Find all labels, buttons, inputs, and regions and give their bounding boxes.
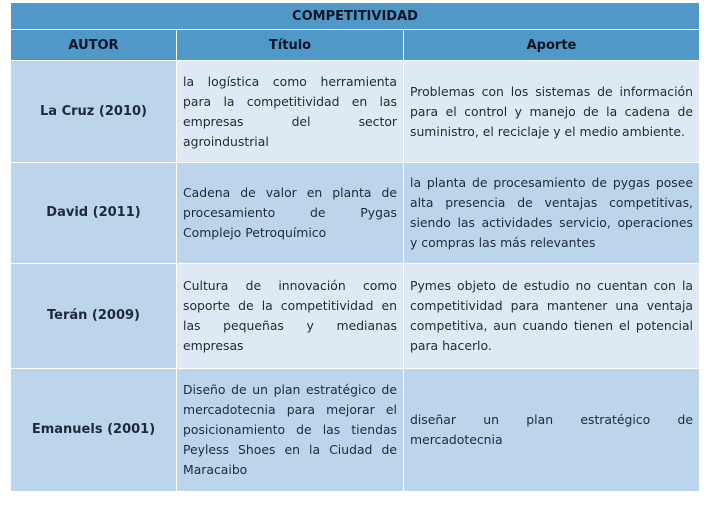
author-cell: La Cruz (2010) xyxy=(11,61,177,163)
titulo-cell: la logística como herramienta para la competitividad en las empresas del sector agroindustrial xyxy=(177,61,404,163)
competitividad-table xyxy=(10,2,700,492)
table-title-row xyxy=(11,3,700,30)
competitividad-table-container xyxy=(10,2,699,492)
titulo-cell: Cadena de valor en planta de procesamiento de Pygas Complejo Petroquímico xyxy=(177,163,404,264)
header-aporte: Aporte xyxy=(404,30,700,61)
table-row xyxy=(11,264,700,369)
header-titulo: Título xyxy=(177,30,404,61)
titulo-cell: Cultura de innovación como soporte de la competitividad en las pequeñas y medianas empresas xyxy=(177,264,404,369)
titulo-cell: Diseño de un plan estratégico de mercadotecnia para mejorar el posicionamiento de las tiendas Peyless Shoes en la Ciudad de Maracaibo xyxy=(177,369,404,492)
table-row xyxy=(11,369,700,492)
table-row xyxy=(11,163,700,264)
header-autor: AUTOR xyxy=(11,30,177,61)
aporte-cell: Pymes objeto de estudio no cuentan con la competitividad para mantener una ventaja competitiva, aun cuando tienen el potencial para hacerlo. xyxy=(404,264,700,369)
author-cell: Emanuels (2001) xyxy=(11,369,177,492)
table-row xyxy=(11,61,700,163)
aporte-cell: la planta de procesamiento de pygas posee alta presencia de ventajas competitivas, siendo las actividades servicio, operaciones y compras las más relevantes xyxy=(404,163,700,264)
author-cell: Terán (2009) xyxy=(11,264,177,369)
aporte-cell: Problemas con los sistemas de información para el control y manejo de la cadena de suministro, el reciclaje y el medio ambiente. xyxy=(404,61,700,163)
table-header-row xyxy=(11,30,700,61)
table-title: COMPETITIVIDAD xyxy=(11,3,700,30)
aporte-cell: diseñar un plan estratégico de mercadotecnia xyxy=(404,369,700,492)
author-cell: David (2011) xyxy=(11,163,177,264)
